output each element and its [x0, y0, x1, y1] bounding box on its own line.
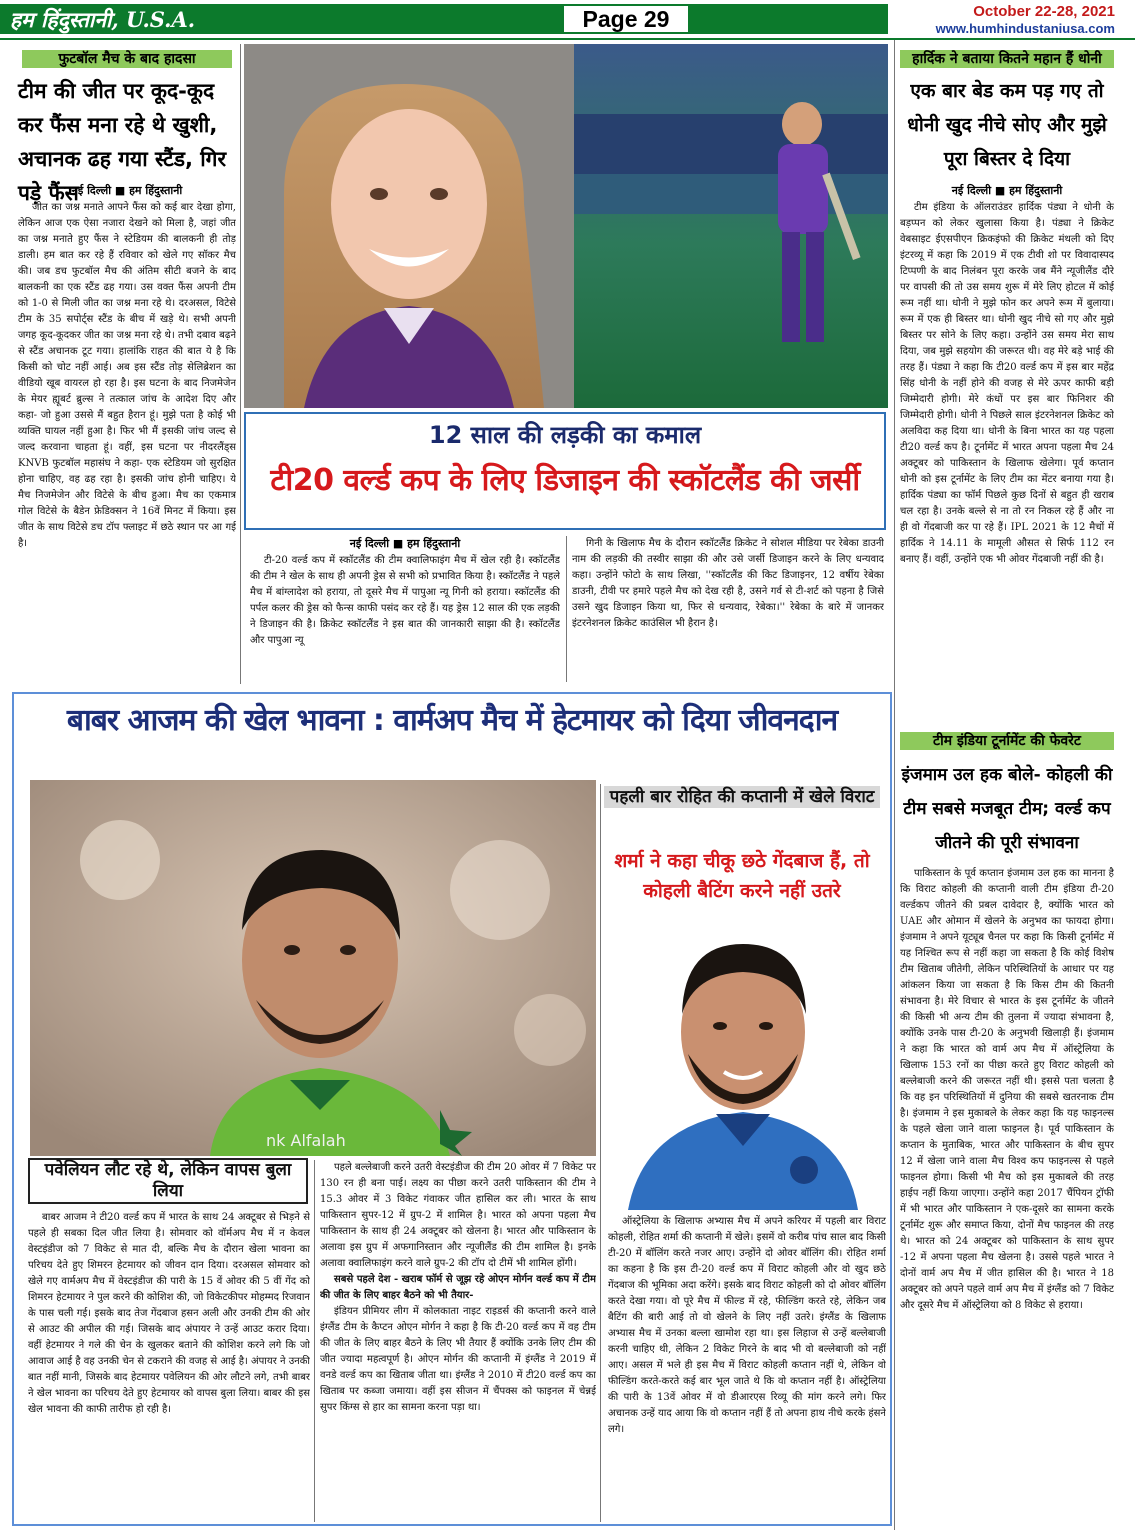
right-story-text: टीम इंडिया के ऑलराउंडर हार्दिक पंड्या ने धोनी के बड़प्पन को लेकर खुलासा किया है। पंड्या ने क्रिकेट वेबसाइट ईएसपीएन क्रिकइंफो की क्रिकेट मंथली को दिए इंटरव्यू में कहा कि 2019 में एक टीवी शो पर विवादास्पद टिप्पणी के बाद निलंबन पूरा करके जब मैंने न्यूजीलैंड दौरे पर वापसी की तो उस समय शुरू में मेरे लिए होटल में कोई रूम नहीं था। धोनी ने मुझे फोन कर अपने रूम में बुलाया। रूम में एक ही बिस्तर था। धोनी खुद नीचे सो गए और मुझे बिस्तर पर सोने के लिए कहा। उन्होंने उस समय मेरा साथ दिया, जब मुझे सहयोग की जरूरत थी। वह मेरे बड़े भाई की तरह हैं। पंड्या ने कहा कि टी20 वर्ल्ड कप में इस बार महेंद्र सिंह धोनी के नहीं होने की वजह से मेरे ऊपर काफी बड़ी जिम्मेदारी होगी। मेरे कंधों पर इस बार फिनिशर की जिम्मेदारी होगी। धोनी ने पिछले साल इंटरनेशनल क्रिकेट को अलविदा कह दिया था। धोनी के बिना भारत का यह पहला टी20 वर्ल्ड कप है। टूर्नामेंट में भारत अपना पहला मैच 24 अक्टूबर को पाकिस्तान के खिलाफ खेलेगा। पूर्व कप्तान धोनी को इस टूर्नामेंट के लिए टीम का मेंटर बनाया गया है। हार्दिक पंड्या का फॉर्म पिछले कुछ दिनों से बहुत ही खराब चल रहा है। उनके बल्ले से ना तो रन निकल रहे हैं और ना ही वो गेंदबाजी कर पा रहे हैं। IPL 2021 के 12 मैचों में हार्दिक ने 14.11 के मामूली औसत से सिर्फ 112 रन बनाए हैं। वहीं, उन्होंने एक भी ओवर गेंदबाजी नहीं की है। — [900, 202, 1114, 565]
center-story-col1-text: टी-20 वर्ल्ड कप में स्कॉटलैंड की टीम क्वालिफाइंग मैच में खेल रही है। स्कॉटलैंड की टीम ने खेल के साथ ही अपनी ड्रेस से सभी को प्रभावित किया है। स्कॉटलैंड ने पहले मैच में बांग्लादेश को हराया, तो दूसरे मैच में पापुआ न्यू गिनी को हराया। स्कॉटलैंड की पर्पल कलर की ड्रेस को फैन्स काफी पसंद कर रहे हैं। यह ड्रेस 12 साल की एक लड़की ने डिजाइन की है। क्रिकेट स्कॉटलैंड ने इस बात की जानकारी साझा की है। स्कॉटलैंड और पापुआ न्यू — [250, 555, 560, 646]
page-number: Page 29 — [562, 4, 690, 34]
left-story-kicker: फुटबॉल मैच के बाद हादसा — [22, 50, 232, 68]
babar-story-col2b-text: इंडियन प्रीमियर लीग में कोलकाता नाइट राइडर्स की कप्तानी करने वाले इंग्लैंड टीम के कैप्टन ओएन मोर्गन ने कहा है कि टी-20 वर्ल्ड कप में वह टीम की जीत के लिए बाहर बैठने के लिए भी तैयार हैं क्योंकि उनके लिए टीम की जीत ज्यादा महत्वपूर्ण है। ओएन मोर्गन की कप्तानी में इंग्लैंड ने 2019 में वनडे वर्ल्ड कप का खिताब जीता था। इंग्लैंड ने 2010 में टी20 वर्ल्ड कप का खिताब पर कब्जा जमाया। वहीं इस सीजन में चैंपक्स को फाइनल में चेन्नई सुपर किंग्स से हार का सामना करना पड़ा था। — [320, 1306, 596, 1413]
inzamam-story-body — [900, 866, 1114, 1524]
babar-story-col1 — [28, 1210, 310, 1522]
right-story-kicker: हार्दिक ने बताया कितने महान हैं धोनी — [900, 50, 1114, 68]
center-story-col1 — [250, 553, 560, 683]
center-story-col2 — [572, 536, 884, 682]
kohli-portrait-image — [604, 914, 882, 1210]
website-link[interactable]: www.humhindustaniusa.com — [935, 21, 1115, 36]
column-rule — [600, 784, 601, 1522]
left-story-body — [18, 200, 236, 680]
inzamam-story-headline: इंजमाम उल हक बोले- कोहली की टीम सबसे मजबूत टीम; वर्ल्ड कप जीतने की पूरी संभावना — [901, 765, 1113, 853]
babar-azam-photo — [30, 780, 596, 1156]
center-story-col2-text: गिनी के खिलाफ मैच के दौरान स्कॉटलैंड क्रिकेट ने सोशल मीडिया पर रेबेका डाउनी नाम की लड़की की तस्वीर साझा की और उसे जर्सी डिजाइन करने के लिए धन्यवाद कहा। उन्होंने फोटो के साथ लिखा, ''स्कॉटलैंड की किट डिजाइनर, 12 वर्षीय रेबेका डाउनी, टीवी पर हमारे पहले मैच को देख रही है, उसने गर्व से टी-शर्ट को पहना है जिसे उसने खुद डिजाइन किया था, फिर से धन्यवाद, रेबेका।'' रेबेका के बारे में जानकर इंटरनेशनल क्रिकेट काउंसिल भी हैरान है। — [572, 538, 884, 629]
center-story-kicker: 12 साल की लड़की का कमाल — [428, 421, 702, 449]
center-story-byline: नई दिल्ली ■ हम हिंदुस्तानी — [349, 537, 461, 550]
right-story-body — [900, 200, 1114, 728]
babar-sub-headline: पवेलियन लौट रहे थे, लेकिन वापस बुला लिया — [44, 1160, 292, 1201]
left-story-byline: नई दिल्ली ■ हम हिंदुस्तानी — [71, 184, 183, 197]
center-story-headline: टी20 वर्ल्ड कप के लिए डिजाइन की स्कॉटलैंड की जर्सी — [270, 463, 860, 498]
column-rule — [240, 44, 241, 684]
virat-kohli-photo — [604, 914, 882, 1210]
right-column-rule — [894, 40, 895, 1530]
inzamam-story-text: पाकिस्तान के पूर्व कप्तान इंजमाम उल हक का मानना है कि विराट कोहली की कप्तानी वाली टीम इंडिया टी-20 वर्ल्डकप जीतने की प्रबल दावेदार है, क्योंकि भारत को UAE और ओमान में खेलने के अनुभव का फायदा होगा। इंजमाम ने अपने यूट्यूब चैनल पर कहा कि किसी टूर्नामेंट में यह निश्चित रूप से नहीं कहा जा सकता है कि कोई विशेष टीम खिताब जीतेगी, लेकिन परिस्थितियों के आधार पर यह आंकलन किया जा सकता है कि किस टीम की कितनी संभावना है। मेरे विचार से भारत के इस टूर्नामेंट के जीतने की किसी भी अन्य टीम की तुलना में ज्यादा संभावना है, क्योंकि उनके पास टी-20 के अनुभवी खिलाड़ी हैं। इंजमाम ने कहा कि भारत को वार्म अप मैच में ऑस्ट्रेलिया के खिलाफ 153 रनों का पीछा करते हुए विराट कोहली को बल्लेबाजी करने की जरूरत नहीं थी। इससे पता चलता है कि वह इन परिस्थितियों में दुनिया की सबसे खतरनाक टीम है। इंजमाम ने इस मुकाबले के लेकर कहा कि यह फाइनल्स के पहले खेला जाने वाला फाइनल है। पूर्व पाकिस्तान के कप्तान के मुताबिक, भारत और पाकिस्तान के बीच सुपर 12 में खेला जाने वाला मैच विश्व कप फाइनल्स से पहले फाइनल होगा। किसी भी मैच को इस मुकाबले की तरह हाईप नहीं किया जाएगा। उन्होंने कहा 2017 चैंपियन ट्रॉफी में भी भारत और पाकिस्तान ने एक-दूसरे का सामना करके टूर्नामेंट शुरू और समाप्त किया, दोनों मैच फाइनल की तरह थे। भारत को 24 अक्टूबर को पाकिस्तान के साथ सुपर -12 में अपना पहला मैच खेलना है। उससे पहले भारत ने दोनों वार्म अप मैच में जीत हासिल की है। भारत ने 18 अक्टूबर को अपने पहले वार्म अप मैच में इंग्लैंड को 7 विकेट और दूसरे मैच में ऑस्ट्रेलिया को 8 विकेट से हराया। — [900, 868, 1114, 1311]
rohit-story-text: ऑस्ट्रेलिया के खिलाफ अभ्यास मैच में अपने करियर में पहली बार विराट कोहली, रोहित शर्मा की कप्तानी में खेले। इसमें वो करीब पांच साल बाद किसी टी-20 में बॉलिंग करते नजर आए। उन्होंने दो ओवर बॉलिंग की। रोहित शर्मा का कहना है कि इस टी-20 वर्ल्ड कप में विराट कोहली और वो खुद छठे गेंदबाज की भूमिका अदा करेंगे। इसके बाद विराट कोहली को दो ओवर बॉलिंग करते देखा गया। वो पूरे मैच में फील्ड में रहे, फील्डिंग करते रहे, लेकिन जब बैटिंग की बारी आई तो वो खेलने के लिए नहीं उतरे। इंग्लैंड के खिलाफ अभ्यास मैच में उनका बल्ला खामोश रहा था। इस लिहाज से उन्हें बल्लेबाजी करनी चाहिए थी, लेकिन 2 विकेट गिरने के बाद भी वो बल्लेबाजी को नहीं आए। असल में भले ही इस मैच में विराट कोहली कप्तान नहीं थे, लेकिन वो फील्डिंग करते-करते कई बार भूल जाते थे कि वो कप्तान नहीं है। ऑस्ट्रेलिया की पारी के 13वें ओवर में वो डीआरएस रिव्यू की मांग करने लगे। फिर अचानक उन्हें याद आया कि वो कप्तान नहीं हैं तो अपना हाथ नीचे करके हंसने लगे। — [608, 1216, 886, 1435]
rohit-story-headline: शर्मा ने कहा चीकू छठे गेंदबाज हैं, तो कोहली बैटिंग करने नहीं उतरे — [614, 850, 870, 902]
girl-and-cricketer-image — [244, 44, 888, 408]
babar-story-headline: बाबर आजम की खेल भावना : वार्मअप मैच में हेटमायर को दिया जीवनदान — [66, 703, 838, 738]
masthead-divider — [0, 38, 1135, 40]
right-story-byline: नई दिल्ली ■ हम हिंदुस्तानी — [951, 184, 1063, 197]
babar-story-col2-subhead: सबसे पहले देश - खराब फॉर्म से जूझ रहे ओएन मोर्गन वर्ल्ड कप में टीम की जीत के लिए बाहर बैठने को भी तैयार- — [320, 1274, 596, 1301]
masthead-brand: हम हिंदुस्तानी, U.S.A. — [10, 7, 196, 32]
babar-story-col2 — [320, 1160, 596, 1522]
right-story-headline: एक बार बेड कम पड़ गए तो धोनी खुद नीचे सोए और मुझे पूरा बिस्तर दे दिया — [907, 80, 1107, 170]
column-rule — [566, 536, 567, 682]
babar-portrait-image — [30, 780, 596, 1156]
rohit-story-kicker: पहली बार रोहित की कप्तानी में खेले विराट — [604, 786, 880, 808]
column-rule — [314, 1160, 315, 1522]
left-story-text: जीत का जश्न मनाते आपने फैंस को कई बार देखा होगा, लेकिन आज एक ऐसा नजारा देखने को मिला है, जहां जीत का जश्न मनाते हुए फैंस ने स्टेडियम की बालकनी ही तोड़ डाली। हम बात कर रहे हैं रविवार को खेले गए सॉकर मैच की। जब डच फुटबॉल मैच की अंतिम सीटी बजने के बाद बालकनी का एक स्टैंड ढह गया। उस वक्त फैंस अपनी टीम को 1-0 से मिली जीत का जश्न मना रहे थे। दरअसल, विटेसे टीम के 35 सपोर्ट्स स्टैंड के बीच में खड़े थे। सभी अपनी जगह कूद-कूदकर जीत का जश्न मना रहे थे। तभी दबाव बढ़ने से स्टैंड अचानक टूट गया। हालांकि राहत की बात ये है कि किसी को चोट नहीं आई। अब इस स्टैंड तोड़ सेलिब्रेशन का वीडियो खूब वायरल हो रहा है। इस घटना के बाद निजमेजेन के मेयर ह्यूबर्ट ब्रुल्स ने तत्काल जांच के आदेश दिए और कहा- जो हुआ उससे मैं बहुत हैरान हूं। मुझे पता है कोई भी व्यक्ति घायल नहीं हुआ है। फिर भी मैं इसकी जांच जल्द से जल्द करवाना चाहता हूं। वहीं, इस घटना पर नीदरलैंड्स KNVB फुटबॉल महासंघ ने कहा- एक स्टेडियम जो सुरक्षित होना चाहिए, वह ढह रहा है। इसकी जांच होनी चाहिए। ये मैच निजमेजेन और विटेसे के बीच हुआ। मैच का एकमात्र गोल विटेसे के बैडेन फ्रेडिक्सन ने 16वें मिनट में किया। इस जीत के साथ विटेसे डच टॉप फ्लाइट में छठे स्थान पर आ गई है। — [18, 202, 236, 549]
scotland-jersey-photo — [244, 44, 888, 408]
sponsor-logo-text: nk Alfalah — [266, 1131, 346, 1150]
inzamam-story-kicker: टीम इंडिया टूर्नामेंट की फेवरेट — [900, 732, 1114, 750]
issue-date: October 22-28, 2021 — [973, 3, 1115, 20]
left-story-headline: टीम की जीत पर कूद-कूद कर फैंस मना रहे थे खुशी, अचानक ढह गया स्टैंड, गिर पड़े फैंस — [18, 79, 227, 205]
babar-story-col2a-text: पहले बल्लेबाजी करने उतरी वेस्टइंडीज की टीम 20 ओवर में 7 विकेट पर 130 रन ही बना पाई। लक्ष्य का पीछा करने उतरी पाकिस्तान की टीम ने 15.3 ओवर में 3 विकेट गंवाकर जीत हासिल कर ली। भारत के साथ पाकिस्तान सुपर-12 में ग्रुप-2 में शामिल है। भारत को अपना पहला मैच पाकिस्तान के साथ ही 24 अक्टूबर को खेलना है। भारत और पाकिस्तान के अलावा इस ग्रुप में अफगानिस्तान और न्यूजीलैंड की टीम शामिल है। इनके अलावा क्वालिफाइंग करने वाले ग्रुप-2 की टॉप दो टीमें भी शामिल होंगी। — [320, 1162, 596, 1269]
babar-story-col1-text: बाबर आजम ने टी20 वर्ल्ड कप में भारत के साथ 24 अक्टूबर से भिड़ने से पहले ही सबका दिल जीत लिया है। सोमवार को वॉर्मअप मैच में न केवल वेस्टइंडीज को 7 विकेट से मात दी, बल्कि मैच के दौरान खेला भावना का परिचय देते हुए शिमरन हेटमायर को जीवन दान दिया। दरअसल सोमवार को खेले गए वार्मअप मैच में वेस्टइंडीज की पारी के 15 वें ओवर की 5 वीं गेंद को शिमरन हेटमायर ने पुल करने की कोशिश की, जो विकेटकीपर मोहम्मद रिजवान के पास चली गई। इसके बाद तेज गेंदबाज हसन अली और उनकी टीम की ओर से आउट की अपील की गई। जिसके बाद अंपायर ने उन्हें आउट करार दिया। वहीं हेटमायर ने गले की चेन के खुलकर बताने की कोशिश करने लगे कि जो आवाज आई है वह उनकी चेन से टकराने की वजह से आई है। अंपायर ने उनकी बात नहीं मानी, जिसके बाद हेटमायर पवेलियन की ओर लौटने लगे, तभी बाबर ने खेल भावना का परिचय देते हुए हेटमायर को वापस बुला लिया। बाबर की इस खेल भावना की काफी तारीफ हो रही है। — [28, 1212, 310, 1415]
rohit-story-body — [608, 1214, 886, 1522]
